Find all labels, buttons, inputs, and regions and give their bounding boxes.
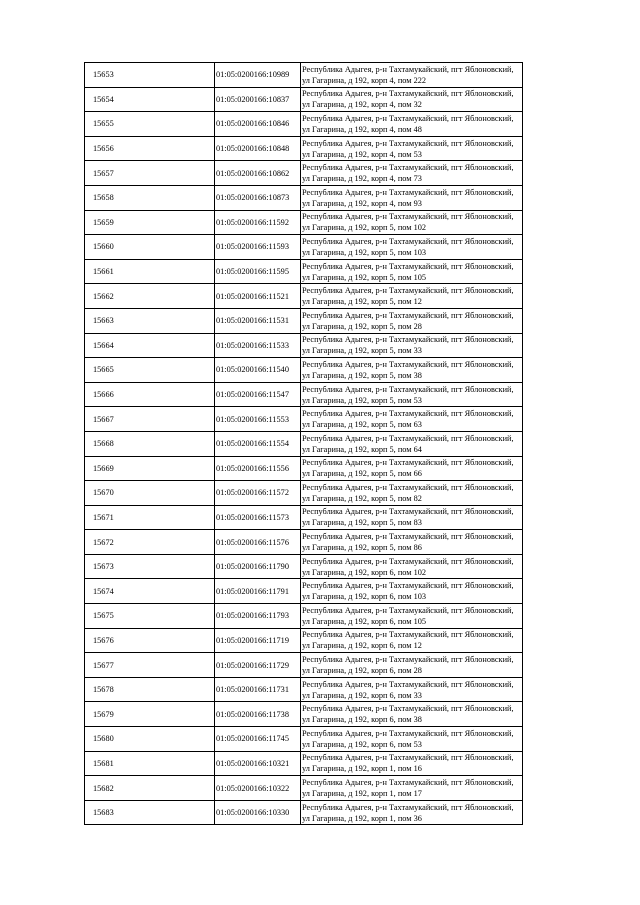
- row-number-cell: 15672: [85, 530, 215, 555]
- address-cell: [301, 727, 523, 752]
- address-line-2: ул Гагарина, д 192, корп 4, пом 93: [302, 198, 422, 208]
- address-cell: [301, 776, 523, 801]
- table-row: [85, 87, 523, 112]
- address-line-2: ул Гагарина, д 192, корп 5, пом 33: [302, 346, 422, 356]
- cadastral-number-cell: 01:05:0200166:11745: [215, 727, 301, 752]
- table-row: [85, 382, 523, 407]
- address-line-1: Республика Адыгея, р-н Тахтамукайский, пгт Яблоновский,: [302, 605, 514, 615]
- address-line-1: Республика Адыгея, р-н Тахтамукайский, пгт Яблоновский,: [302, 187, 514, 197]
- table-row: [85, 677, 523, 702]
- table-row: [85, 702, 523, 727]
- row-number-cell: 15662: [85, 284, 215, 309]
- address-line-1: Республика Адыгея, р-н Тахтамукайский, пгт Яблоновский,: [302, 482, 514, 492]
- address-line-1: Республика Адыгея, р-н Тахтамукайский, пгт Яблоновский,: [302, 64, 514, 74]
- table-row: [85, 333, 523, 358]
- address-line-1: Республика Адыгея, р-н Тахтамукайский, пгт Яблоновский,: [302, 89, 514, 99]
- cadastral-number-cell: 01:05:0200166:11573: [215, 505, 301, 530]
- row-number-cell: 15667: [85, 407, 215, 432]
- table-row: [85, 358, 523, 383]
- address-line-2: ул Гагарина, д 192, корп 6, пом 103: [302, 592, 427, 602]
- address-line-1: Республика Адыгея, р-н Тахтамукайский, пгт Яблоновский,: [302, 113, 514, 123]
- address-line-1: Республика Адыгея, р-н Тахтамукайский, пгт Яблоновский,: [302, 236, 514, 246]
- address-line-2: ул Гагарина, д 192, корп 5, пом 82: [302, 493, 422, 503]
- row-number-cell: 15656: [85, 136, 215, 161]
- table-row: [85, 751, 523, 776]
- address-cell: [301, 235, 523, 260]
- address-line-2: ул Гагарина, д 192, корп 4, пом 53: [302, 149, 422, 159]
- address-line-1: Республика Адыгея, р-н Тахтамукайский, пгт Яблоновский,: [302, 433, 514, 443]
- table-row: [85, 235, 523, 260]
- address-cell: [301, 530, 523, 555]
- address-line-2: ул Гагарина, д 192, корп 4, пом 32: [302, 100, 422, 110]
- address-line-2: ул Гагарина, д 192, корп 4, пом 73: [302, 174, 422, 184]
- table-row: [85, 63, 523, 88]
- address-line-1: Республика Адыгея, р-н Тахтамукайский, пгт Яблоновский,: [302, 753, 514, 763]
- address-line-1: Республика Адыгея, р-н Тахтамукайский, пгт Яблоновский,: [302, 802, 514, 812]
- cadastral-number-cell: 01:05:0200166:10989: [215, 63, 301, 88]
- address-line-2: ул Гагарина, д 192, корп 6, пом 105: [302, 616, 427, 626]
- address-line-2: ул Гагарина, д 192, корп 5, пом 66: [302, 469, 422, 479]
- cadastral-number-cell: 01:05:0200166:10848: [215, 136, 301, 161]
- cadastral-number-cell: 01:05:0200166:11533: [215, 333, 301, 358]
- address-line-2: ул Гагарина, д 192, корп 5, пом 103: [302, 247, 427, 257]
- table-row: [85, 259, 523, 284]
- table-row: [85, 505, 523, 530]
- address-line-2: ул Гагарина, д 192, корп 5, пом 86: [302, 543, 422, 553]
- table-row: [85, 112, 523, 137]
- address-line-1: Республика Адыгея, р-н Тахтамукайский, пгт Яблоновский,: [302, 581, 514, 591]
- row-number-cell: 15666: [85, 382, 215, 407]
- cadastral-number-cell: 01:05:0200166:11719: [215, 628, 301, 653]
- cadastral-number-cell: 01:05:0200166:11731: [215, 677, 301, 702]
- table-row: [85, 161, 523, 186]
- table-row: [85, 136, 523, 161]
- cadastral-number-cell: 01:05:0200166:11554: [215, 431, 301, 456]
- address-line-1: Республика Адыгея, р-н Тахтамукайский, пгт Яблоновский,: [302, 163, 514, 173]
- address-cell: [301, 653, 523, 678]
- cadastral-number-cell: 01:05:0200166:11553: [215, 407, 301, 432]
- address-line-1: Республика Адыгея, р-н Тахтамукайский, пгт Яблоновский,: [302, 458, 514, 468]
- address-cell: [301, 161, 523, 186]
- address-line-1: Республика Адыгея, р-н Тахтамукайский, пгт Яблоновский,: [302, 507, 514, 517]
- address-cell: [301, 333, 523, 358]
- cadastral-number-cell: 01:05:0200166:11521: [215, 284, 301, 309]
- address-line-2: ул Гагарина, д 192, корп 5, пом 102: [302, 223, 427, 233]
- address-cell: [301, 136, 523, 161]
- cadastral-number-cell: 01:05:0200166:10837: [215, 87, 301, 112]
- address-line-1: Республика Адыгея, р-н Тахтамукайский, пгт Яблоновский,: [302, 728, 514, 738]
- address-line-2: ул Гагарина, д 192, корп 5, пом 28: [302, 321, 422, 331]
- row-number-cell: 15660: [85, 235, 215, 260]
- address-line-1: Республика Адыгея, р-н Тахтамукайский, пгт Яблоновский,: [302, 138, 514, 148]
- row-number-cell: 15677: [85, 653, 215, 678]
- table-row: [85, 653, 523, 678]
- row-number-cell: 15670: [85, 481, 215, 506]
- address-cell: [301, 677, 523, 702]
- row-number-cell: 15682: [85, 776, 215, 801]
- row-number-cell: 15658: [85, 185, 215, 210]
- cadastral-number-cell: 01:05:0200166:10862: [215, 161, 301, 186]
- row-number-cell: 15681: [85, 751, 215, 776]
- address-line-2: ул Гагарина, д 192, корп 4, пом 222: [302, 75, 427, 85]
- cadastral-number-cell: 01:05:0200166:11738: [215, 702, 301, 727]
- address-line-1: Республика Адыгея, р-н Тахтамукайский, пгт Яблоновский,: [302, 655, 514, 665]
- cadastral-number-cell: 01:05:0200166:11790: [215, 554, 301, 579]
- address-cell: [301, 554, 523, 579]
- table-row: [85, 185, 523, 210]
- address-line-2: ул Гагарина, д 192, корп 6, пом 28: [302, 666, 422, 676]
- address-cell: [301, 407, 523, 432]
- table-row: [85, 308, 523, 333]
- row-number-cell: 15657: [85, 161, 215, 186]
- address-cell: [301, 382, 523, 407]
- address-cell: [301, 579, 523, 604]
- address-line-1: Республика Адыгея, р-н Тахтамукайский, пгт Яблоновский,: [302, 286, 514, 296]
- cadastral-number-cell: 01:05:0200166:10330: [215, 800, 301, 825]
- address-line-1: Республика Адыгея, р-н Тахтамукайский, пгт Яблоновский,: [302, 261, 514, 271]
- address-line-2: ул Гагарина, д 192, корп 1, пом 36: [302, 813, 422, 823]
- address-cell: [301, 87, 523, 112]
- address-cell: [301, 751, 523, 776]
- row-number-cell: 15659: [85, 210, 215, 235]
- table-row: [85, 554, 523, 579]
- row-number-cell: 15653: [85, 63, 215, 88]
- address-line-2: ул Гагарина, д 192, корп 6, пом 33: [302, 690, 422, 700]
- registry-table-body: [85, 63, 523, 825]
- address-cell: [301, 63, 523, 88]
- address-line-2: ул Гагарина, д 192, корп 5, пом 53: [302, 395, 422, 405]
- table-row: [85, 284, 523, 309]
- cadastral-number-cell: 01:05:0200166:10321: [215, 751, 301, 776]
- address-line-1: Республика Адыгея, р-н Тахтамукайский, пгт Яблоновский,: [302, 532, 514, 542]
- table-row: [85, 530, 523, 555]
- cadastral-number-cell: 01:05:0200166:11595: [215, 259, 301, 284]
- address-line-2: ул Гагарина, д 192, корп 5, пом 83: [302, 518, 422, 528]
- address-line-2: ул Гагарина, д 192, корп 1, пом 16: [302, 764, 422, 774]
- row-number-cell: 15678: [85, 677, 215, 702]
- address-line-2: ул Гагарина, д 192, корп 5, пом 12: [302, 297, 422, 307]
- row-number-cell: 15674: [85, 579, 215, 604]
- cadastral-number-cell: 01:05:0200166:11540: [215, 358, 301, 383]
- row-number-cell: 15663: [85, 308, 215, 333]
- address-line-2: ул Гагарина, д 192, корп 5, пом 38: [302, 370, 422, 380]
- cadastral-number-cell: 01:05:0200166:11556: [215, 456, 301, 481]
- address-line-2: ул Гагарина, д 192, корп 1, пом 17: [302, 789, 422, 799]
- row-number-cell: 15654: [85, 87, 215, 112]
- address-line-2: ул Гагарина, д 192, корп 6, пом 12: [302, 641, 422, 651]
- address-cell: [301, 702, 523, 727]
- row-number-cell: 15680: [85, 727, 215, 752]
- address-cell: [301, 284, 523, 309]
- table-row: [85, 800, 523, 825]
- cadastral-number-cell: 01:05:0200166:11592: [215, 210, 301, 235]
- cadastral-number-cell: 01:05:0200166:11593: [215, 235, 301, 260]
- row-number-cell: 15676: [85, 628, 215, 653]
- row-number-cell: 15683: [85, 800, 215, 825]
- address-line-1: Республика Адыгея, р-н Тахтамукайский, пгт Яблоновский,: [302, 359, 514, 369]
- address-cell: [301, 112, 523, 137]
- address-line-2: ул Гагарина, д 192, корп 5, пом 64: [302, 444, 422, 454]
- address-line-2: ул Гагарина, д 192, корп 5, пом 63: [302, 420, 422, 430]
- address-cell: [301, 308, 523, 333]
- address-line-1: Республика Адыгея, р-н Тахтамукайский, пгт Яблоновский,: [302, 310, 514, 320]
- table-row: [85, 727, 523, 752]
- row-number-cell: 15669: [85, 456, 215, 481]
- registry-table: [84, 62, 523, 825]
- cadastral-number-cell: 01:05:0200166:11572: [215, 481, 301, 506]
- row-number-cell: 15673: [85, 554, 215, 579]
- address-line-1: Республика Адыгея, р-н Тахтамукайский, пгт Яблоновский,: [302, 778, 514, 788]
- cadastral-number-cell: 01:05:0200166:11729: [215, 653, 301, 678]
- table-row: [85, 407, 523, 432]
- table-row: [85, 579, 523, 604]
- row-number-cell: 15675: [85, 604, 215, 629]
- address-line-1: Республика Адыгея, р-н Тахтамукайский, пгт Яблоновский,: [302, 556, 514, 566]
- address-line-2: ул Гагарина, д 192, корп 6, пом 102: [302, 567, 427, 577]
- address-line-1: Республика Адыгея, р-н Тахтамукайский, пгт Яблоновский,: [302, 704, 514, 714]
- row-number-cell: 15655: [85, 112, 215, 137]
- address-cell: [301, 185, 523, 210]
- row-number-cell: 15671: [85, 505, 215, 530]
- address-cell: [301, 210, 523, 235]
- row-number-cell: 15661: [85, 259, 215, 284]
- cadastral-number-cell: 01:05:0200166:11576: [215, 530, 301, 555]
- address-cell: [301, 456, 523, 481]
- address-line-1: Республика Адыгея, р-н Тахтамукайский, пгт Яблоновский,: [302, 679, 514, 689]
- address-line-2: ул Гагарина, д 192, корп 6, пом 38: [302, 715, 422, 725]
- address-cell: [301, 431, 523, 456]
- address-cell: [301, 800, 523, 825]
- address-line-2: ул Гагарина, д 192, корп 6, пом 53: [302, 739, 422, 749]
- address-line-1: Республика Адыгея, р-н Тахтамукайский, пгт Яблоновский,: [302, 212, 514, 222]
- address-cell: [301, 259, 523, 284]
- address-cell: [301, 505, 523, 530]
- cadastral-number-cell: 01:05:0200166:11791: [215, 579, 301, 604]
- row-number-cell: 15679: [85, 702, 215, 727]
- address-cell: [301, 358, 523, 383]
- address-cell: [301, 628, 523, 653]
- address-line-2: ул Гагарина, д 192, корп 5, пом 105: [302, 272, 427, 282]
- address-cell: [301, 481, 523, 506]
- address-line-1: Республика Адыгея, р-н Тахтамукайский, пгт Яблоновский,: [302, 409, 514, 419]
- table-row: [85, 210, 523, 235]
- address-line-1: Республика Адыгея, р-н Тахтамукайский, пгт Яблоновский,: [302, 630, 514, 640]
- table-row: [85, 776, 523, 801]
- row-number-cell: 15665: [85, 358, 215, 383]
- table-row: [85, 628, 523, 653]
- address-cell: [301, 604, 523, 629]
- address-line-1: Республика Адыгея, р-н Тахтамукайский, пгт Яблоновский,: [302, 335, 514, 345]
- cadastral-number-cell: 01:05:0200166:10846: [215, 112, 301, 137]
- table-row: [85, 481, 523, 506]
- row-number-cell: 15668: [85, 431, 215, 456]
- cadastral-number-cell: 01:05:0200166:11531: [215, 308, 301, 333]
- table-row: [85, 431, 523, 456]
- cadastral-number-cell: 01:05:0200166:11547: [215, 382, 301, 407]
- cadastral-number-cell: 01:05:0200166:11793: [215, 604, 301, 629]
- row-number-cell: 15664: [85, 333, 215, 358]
- table-row: [85, 604, 523, 629]
- cadastral-number-cell: 01:05:0200166:10322: [215, 776, 301, 801]
- address-line-2: ул Гагарина, д 192, корп 4, пом 48: [302, 124, 422, 134]
- table-row: [85, 456, 523, 481]
- cadastral-number-cell: 01:05:0200166:10873: [215, 185, 301, 210]
- address-line-1: Республика Адыгея, р-н Тахтамукайский, пгт Яблоновский,: [302, 384, 514, 394]
